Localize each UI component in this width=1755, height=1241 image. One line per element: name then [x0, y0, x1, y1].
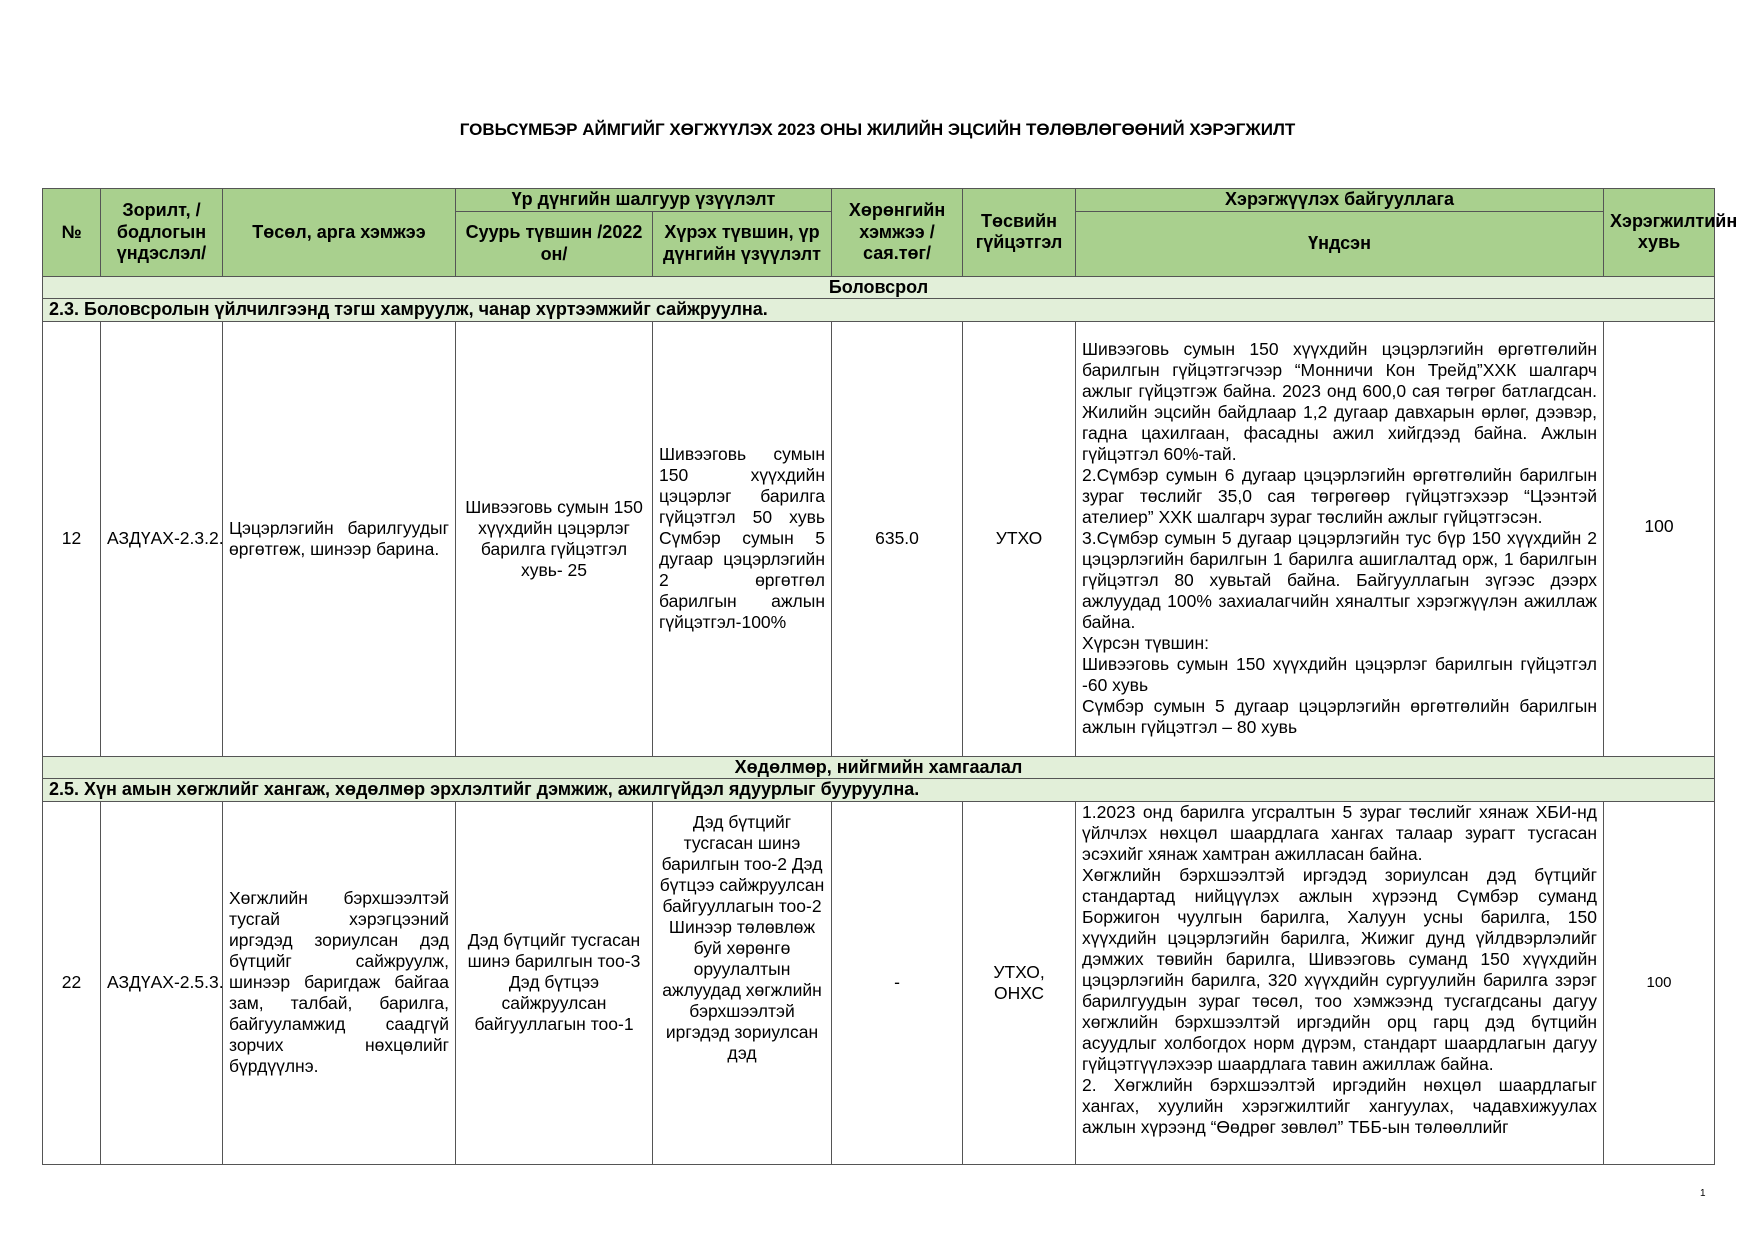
document-title: ГОВЬСҮМБЭР АЙМГИЙГ ХӨГЖҮҮЛЭХ 2023 ОНЫ ЖИЛИЙН ЭЦСИЙН ТӨЛӨВЛӨГӨӨНИЙ ХЭРЭГЖИЛТ: [459, 120, 1296, 139]
row-baseline: Шивээговь сумын 150 хүүхдийн цэцэрлэг барилга гүйцэтгэл хувь- 25: [456, 321, 653, 756]
header-project: Төсөл, арга хэмжээ: [223, 189, 456, 277]
row-investment: 635.0: [832, 321, 963, 756]
header-goal: Зорилт, /бодлогын үндэслэл/: [101, 189, 223, 277]
header-implementing-org: Хэрэгжүүлэх байгууллага: [1076, 189, 1604, 212]
row-project: Хөгжлийн бэрхшээлтэй тусгай хэрэгцээний иргэдэд зориулсан дэд бүтцийг сайжруулж, шинээр баригдаж байгаа зам, талбай, барилга, байгууламжид саадгүй зорчих нөхцөлийг бүрдүүлнэ.: [223, 801, 456, 1164]
row-target: Дэд бүтцийг тусгасан шинэ барилгын тоо-2 Дэд бүтцээ сайжруулсан байгууллагын тоо-2 Шинээр төлөвлөж буй хөрөнгө оруулалтын ажлуудад хөгжлийн бэрхшээлтэй иргэдэд зориулсан дэд: [653, 801, 832, 1164]
row-project: Цэцэрлэгийн барилгуудыг өргөтгөж, шинээр барина.: [223, 321, 456, 756]
header-baseline: Суурь түвшин /2022 он/: [456, 211, 653, 276]
row-completion: 100: [1604, 321, 1715, 756]
header-indicator-group: Үр дүнгийн шалгуур үзүүлэлт: [456, 189, 832, 212]
row-main: Шивээговь сумын 150 хүүхдийн цэцэрлэгийн өргөтгөлийн барилгын гүйцэтгэгчээр “Монничи Кон Трейд”ХХК шалгарч ажлыг гүйцэтгэж байна. 2023 онд 600,0 сая төгрөг батлагдсан. Жилийн эцсийн байдлаар 1,2 дугаар давхарын өрлөг, дээвэр, гадна цахилгаан, фасадны ажил хийгдээд байна. Ажлын гүйцэтгэл 60%-тай. 2.Сүмбэр сумын 6 дугаар цэцэрлэгийн өргөтгөлийн барилгын зураг төслийг 35,0 сая төгрөгөөр гүйцэтгэхээр “Цээнтэй ателиер” ХХК шалгарч зураг төслийн ажлыг гүйцэтгэсэн. 3.Сүмбэр сумын 5 дугаар цэцэрлэгийн тус бүр 150 хүүхдийн 2 цэцэрлэгийн барилгын 1 барилга ашиглалтад орж, 1 барилгын гүйцэтгэл 80 хувьтай байна. Байгууллагын зүгээс дээрх ажлуудад 100% захиалагчийн хяналтыг хэрэгжүүлэн ажиллаж байна. Хүрсэн түвшин: Шивээговь сумын 150 хүүхдийн цэцэрлэг барилгын гүйцэтгэл -60 хувь Сүмбэр сумын 5 дугаар цэцэрлэгийн өргөтгөлийн барилгын ажлын гүйцэтгэл – 80 хувь: [1076, 321, 1604, 756]
section-title: Хөдөлмөр, нийгмийн хамгаалал: [43, 756, 1715, 779]
header-budget: Төсвийн гүйцэтгэл: [963, 189, 1076, 277]
row-completion: 100: [1604, 801, 1715, 1164]
header-main: Үндсэн: [1076, 211, 1604, 276]
row-no: 22: [43, 801, 101, 1164]
row-goal: АЗДҮАХ-2.3.2.: [101, 321, 223, 756]
header-no: №: [43, 189, 101, 277]
header-target: Хүрэх түвшин, үр дүнгийн үзүүлэлт: [653, 211, 832, 276]
row-budget: УТХО: [963, 321, 1076, 756]
row-budget: УТХО, ОНХС: [963, 801, 1076, 1164]
row-main: 1.2023 онд барилга угсралтын 5 зураг төслийг хянаж ХБИ-нд үйлчлэх нөхцөл шаардлага хангах талаар зурагт тусгасан эсэхийг хянаж хамтран ажилласан байна. Хөгжлийн бэрхшээлтэй иргэдэд зориулсан дэд бүтцийг стандартад нийцүүлэх ажлын хүрээнд Сүмбэр суманд Боржигон чуулгын барилга, Халуун усны барилга, 150 хүүхдийн цэцэрлэгийн барилга, Жижиг дунд үйлдвэрлэлийг дэмжих төвийн барилга, Шивээговь суманд 150 хүүхдийн цэцэрлэгийн барилга, 320 хүүхдийн сургуулийн барилга зэрэг барилгуудын зураг төсөл, тоо хэмжээнд тусгагдсаны дагуу хөгжлийн бэрхшээлтэй иргэдийн орц гарц дэд бүтцийн асуудлыг холбогдох норм дүрэм, стандарт шаардлагын дагуу гүйцэтгүүлэхээр шаардлага тавин ажиллаж байна. 2. Хөгжлийн бэрхшээлтэй иргэдийн нөхцөл шаардлагыг хангах, хуулийн хэрэгжилтийг хангуулах, чадавхижуулах ажлын хүрээнд “Өөдрөг зөвлөл” ТББ-ын төлөөллийг: [1076, 801, 1604, 1164]
row-no: 12: [43, 321, 101, 756]
section-subtitle: 2.5. Хүн амын хөгжлийг хангаж, хөдөлмөр эрхлэлтийг дэмжиж, ажилгүйдэл ядуурлыг бууруулна.: [43, 779, 1715, 802]
section-title: Боловсрол: [43, 276, 1715, 299]
page-number: 1: [1700, 1188, 1706, 1199]
row-baseline: Дэд бүтцийг тусгасан шинэ барилгын тоо-3 Дэд бүтцээ сайжруулсан байгууллагын тоо-1: [456, 801, 653, 1164]
plan-table: [42, 188, 1738, 1165]
row-target: Шивээговь сумын 150 хүүхдийн цэцэрлэг барилга гүйцэтгэл 50 хувь Сүмбэр сумын 5 дугаар цэцэрлэгийн 2 өргөтгөл барилгын ажлын гүйцэтгэл-100%: [653, 321, 832, 756]
row-goal: АЗДҮАХ-2.5.3.: [101, 801, 223, 1164]
row-investment: -: [832, 801, 963, 1164]
header-investment: Хөрөнгийн хэмжээ /сая.төг/: [832, 189, 963, 277]
section-subtitle: 2.3. Боловсролын үйлчилгээнд тэгш хамруулж, чанар хүртээмжийг сайжруулна.: [43, 299, 1715, 322]
header-completion: Хэрэгжилтийн хувь: [1604, 189, 1715, 277]
